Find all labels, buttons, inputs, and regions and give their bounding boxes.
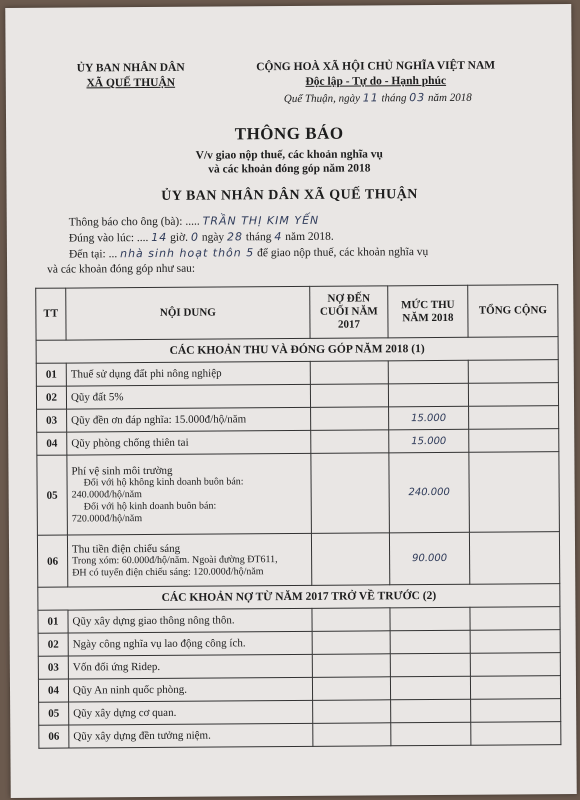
issue-date — [284, 91, 472, 105]
national-header — [226, 58, 526, 90]
row-total — [471, 699, 561, 723]
row-number: 03 — [38, 656, 68, 679]
document-title: THÔNG BÁO — [234, 123, 344, 144]
row-number: 03 — [37, 409, 67, 432]
row-debt — [312, 608, 390, 632]
table-row-lighting-fee — [37, 532, 559, 588]
row-debt — [311, 407, 389, 431]
row-debt — [310, 361, 388, 385]
header-content: NỘI DUNG — [66, 286, 310, 340]
row-detail: 720.000đ/hộ/năm — [71, 512, 143, 525]
row-rate — [391, 722, 471, 746]
year-label: năm 2018. — [285, 230, 334, 244]
row-number: 06 — [37, 535, 67, 587]
row-content: Qũy đền ơn đáp nghĩa: 15.000đ/hộ/năm — [67, 407, 311, 432]
row-rate — [390, 607, 470, 631]
row-title: Phí vệ sinh môi trường — [71, 464, 173, 478]
row-content: Qũy đất 5% — [66, 384, 310, 409]
row-total — [469, 406, 559, 430]
row-content: Qũy xây dựng cơ quan. — [69, 700, 313, 725]
fees-table — [35, 284, 561, 749]
hour-value: 14 — [151, 230, 168, 244]
row-debt — [311, 430, 389, 454]
row-rate — [388, 383, 468, 407]
date-prefix: Quế Thuận, ngày — [283, 92, 361, 106]
subtitle-line1: V/v giao nộp thuế, các khoản nghĩa vụ — [195, 148, 383, 162]
place-value: nhà sinh hoạt thôn 5 — [120, 246, 255, 261]
time-line — [69, 230, 334, 245]
row-debt — [312, 654, 390, 678]
header-tt: TT — [36, 288, 66, 340]
row-rate: 240.000 — [389, 452, 470, 533]
table-header-row — [36, 285, 558, 341]
minute-value: 0 — [190, 230, 199, 244]
section2-title: CÁC KHOẢN NỢ TỪ NĂM 2017 TRỞ VỀ TRƯỚC (2) — [38, 584, 560, 611]
row-detail: Đối với hộ kinh doanh buôn bán: — [83, 500, 217, 512]
row-rate — [390, 676, 470, 700]
document-paper — [5, 4, 577, 798]
recipient-line — [69, 214, 320, 229]
recipient-name: TRẦN THỊ KIM YẾN — [202, 213, 320, 228]
document-subtitle — [6, 146, 572, 178]
date-day: 11 — [362, 91, 379, 105]
row-rate: 15.000 — [389, 429, 469, 453]
nation-motto: Độc lập - Tự do - Hạnh phúc — [305, 74, 447, 88]
row-content: Qũy xây dựng giao thông nông thôn. — [68, 608, 312, 633]
row-number: 05 — [39, 702, 69, 725]
row-total — [468, 383, 558, 407]
date-year: năm 2018 — [427, 91, 472, 105]
row-total — [471, 722, 561, 746]
row-number: 04 — [38, 679, 68, 702]
row-rate — [390, 630, 470, 654]
row-rate — [390, 653, 470, 677]
row-content: Qũy phòng chống thiên tai — [67, 430, 311, 455]
row-total — [469, 429, 559, 453]
month-value: 4 — [274, 230, 283, 244]
row-debt — [311, 533, 389, 586]
row-number: 01 — [36, 363, 66, 386]
header-rate: MỨC THU NĂM 2018 — [388, 285, 468, 338]
table-row — [39, 722, 561, 749]
row-debt — [313, 723, 391, 747]
row-total — [470, 630, 560, 654]
row-rate — [391, 699, 471, 723]
row-number: 05 — [37, 455, 68, 535]
row-number: 01 — [38, 610, 68, 633]
row-total — [469, 532, 559, 585]
row-content: Vốn đối ứng Ridep. — [68, 654, 312, 679]
row-rate — [388, 360, 468, 384]
row-content — [67, 453, 312, 535]
row-content: Thuế sử dụng đất phi nông nghiệp — [66, 361, 310, 386]
row-detail: 240.000đ/hộ/năm — [71, 488, 142, 501]
issuer-line1: ỦY BAN NHÂN DÂN — [76, 61, 185, 75]
date-month: 03 — [409, 91, 426, 105]
nation-line1: CỘNG HOÀ XÃ HỘI CHỦ NGHĨA VIỆT NAM — [256, 59, 496, 74]
row-total — [470, 653, 560, 677]
row-detail: Đối với hộ không kinh doanh buôn bán: — [83, 475, 244, 488]
row-total — [470, 607, 560, 631]
row-debt — [312, 677, 390, 701]
row-debt — [311, 453, 390, 534]
place-suffix: để giao nộp thuế, các khoản nghĩa vụ — [257, 246, 429, 260]
row-title: Thu tiền điện chiếu sáng — [71, 542, 181, 556]
subtitle-line2: và các khoản đóng góp năm 2018 — [208, 162, 371, 176]
row-debt — [310, 384, 388, 408]
issuer-line2: XÃ QUẾ THUẬN — [86, 76, 176, 90]
row-debt — [312, 631, 390, 655]
row-total — [468, 360, 558, 384]
row-content: Qũy An ninh quốc phòng. — [68, 677, 312, 702]
date-month-label: tháng — [381, 92, 407, 105]
row-content: Qũy xây dựng đền tưởng niệm. — [69, 723, 313, 748]
issuer-header — [46, 61, 216, 92]
row-rate: 15.000 — [389, 406, 469, 430]
row-number: 02 — [36, 386, 66, 409]
row-content: Ngày công nghĩa vụ lao động công ích. — [68, 631, 312, 656]
row-debt — [313, 700, 391, 724]
month-label: tháng — [245, 231, 272, 244]
row-detail: ĐH có tuyến điện chiếu sáng: 120.000đ/hộ/năm — [72, 565, 264, 579]
time-label: Đúng vào lúc: .... — [68, 231, 149, 245]
continuation-line: và các khoản đóng góp như sau: — [47, 262, 196, 276]
row-number: 06 — [39, 725, 69, 748]
hour-label: giờ. — [170, 231, 189, 244]
recipient-label: Thông báo cho ông (bà): ..... — [68, 215, 200, 229]
row-number: 04 — [37, 432, 67, 455]
row-rate: 90.000 — [389, 532, 469, 585]
row-content — [67, 533, 311, 587]
row-number: 02 — [38, 633, 68, 656]
row-total — [470, 676, 560, 700]
table-row-environment-fee — [37, 452, 560, 536]
place-line — [69, 245, 428, 261]
header-total: TỔNG CỘNG — [468, 285, 558, 338]
section1-title: CÁC KHOẢN THU VÀ ĐÓNG GÓP NĂM 2018 (1) — [36, 337, 558, 364]
row-detail: Trong xóm: 60.000đ/hộ/năm. Ngoài đường ĐT611, — [72, 553, 278, 567]
issuer-name: ỦY BAN NHÂN DÂN XÃ QUẾ THUẬN — [161, 187, 418, 204]
row-total — [469, 452, 560, 533]
day-value: 28 — [226, 230, 244, 244]
place-label: Đến tại: ... — [68, 248, 118, 261]
header-debt: NỢ ĐẾN CUỐI NĂM 2017 — [310, 286, 388, 339]
day-label: ngày — [201, 231, 225, 244]
